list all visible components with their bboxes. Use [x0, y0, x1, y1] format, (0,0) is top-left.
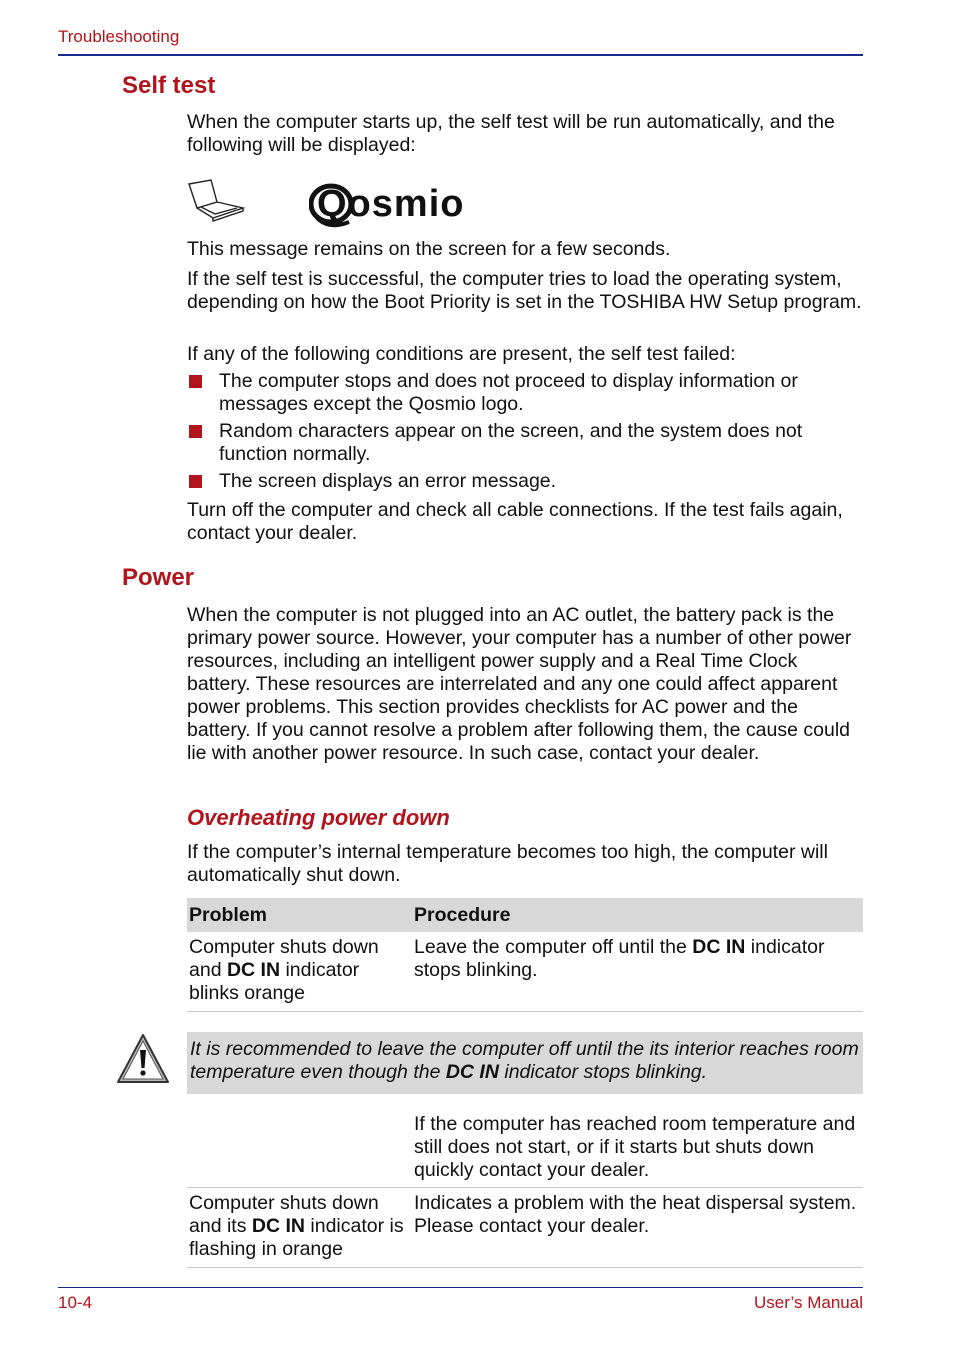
- power-heading: Power: [122, 564, 195, 591]
- header-rule: [58, 54, 863, 56]
- overheating-table-continued: [187, 1113, 863, 1268]
- footer-rule: [58, 1287, 863, 1288]
- list-item: Random characters appear on the screen, and the system does not function normally.: [187, 420, 863, 466]
- bullet-square-icon: [189, 375, 202, 388]
- page-number: 10-4: [58, 1293, 93, 1312]
- problem-cell: Computer shuts down and its DC IN indicator is flashing in orange: [187, 1188, 412, 1268]
- self-test-intro: When the computer starts up, the self test will be run automatically, and the following will be displayed:: [187, 111, 835, 156]
- message-remains-text: This message remains on the screen for a few seconds.: [187, 238, 671, 260]
- logo-wordmark: Qosmio: [317, 183, 465, 225]
- procedure-cell: Leave the computer off until the DC IN indicator stops blinking.: [412, 932, 863, 1012]
- conditions-intro: If any of the following conditions are present, the self test failed:: [187, 343, 736, 365]
- overheating-body: If the computer’s internal temperature becomes too high, the computer will automatically shut down.: [187, 841, 828, 886]
- qosmio-logo: [309, 178, 499, 230]
- power-body: When the computer is not plugged into an AC outlet, the battery pack is the primary power source. However, your computer has a number of other power resources, including an intelligent power supply and a Real Time Clock battery. These resources are interrelated and any one could affect apparent power problems. This section provides checklists for AC power and the battery. If you cannot resolve a problem after following them, the cause could lie with another power resource. In such case, contact your dealer.: [187, 604, 852, 764]
- running-header: Troubleshooting: [58, 27, 180, 46]
- boot-screen-illustration: [187, 178, 507, 234]
- bullet-square-icon: [189, 475, 202, 488]
- bullet-square-icon: [189, 425, 202, 438]
- table-row: [187, 1113, 863, 1188]
- overheating-heading: Overheating power down: [187, 805, 450, 830]
- warning-triangle-icon: [116, 1032, 170, 1086]
- self-test-action: Turn off the computer and check all cable connections. If the test fails again, contact your dealer.: [187, 499, 843, 544]
- note-text: It is recommended to leave the computer off until the its interior reaches room temperature even though the DC IN indicator stops blinking.: [190, 1038, 859, 1083]
- procedure-cell: If the computer has reached room temperature and still does not start, or if it starts but shuts down quickly contact your dealer.: [412, 1113, 863, 1188]
- column-header-procedure: Procedure: [412, 898, 863, 932]
- procedure-cell: Indicates a problem with the heat dispersal system. Please contact your dealer.: [412, 1188, 863, 1268]
- column-header-problem: Problem: [187, 898, 412, 932]
- list-item: The computer stops and does not proceed to display information or messages except the Qosmio logo.: [187, 370, 863, 416]
- problem-cell: Computer shuts down and DC IN indicator blinks orange: [187, 932, 412, 1012]
- list-item: The screen displays an error message.: [187, 470, 863, 493]
- table-header-row: [187, 898, 863, 932]
- self-test-success-text: If the self test is successful, the computer tries to load the operating system, depending on how the Boot Priority is set in the TOSHIBA HW Setup program.: [187, 268, 862, 313]
- table-row: [187, 1188, 863, 1268]
- overheating-table: [187, 898, 863, 1012]
- self-test-heading: Self test: [122, 72, 216, 99]
- problem-cell: [187, 1113, 412, 1188]
- manual-title: User’s Manual: [754, 1293, 863, 1312]
- table-row: [187, 932, 863, 1012]
